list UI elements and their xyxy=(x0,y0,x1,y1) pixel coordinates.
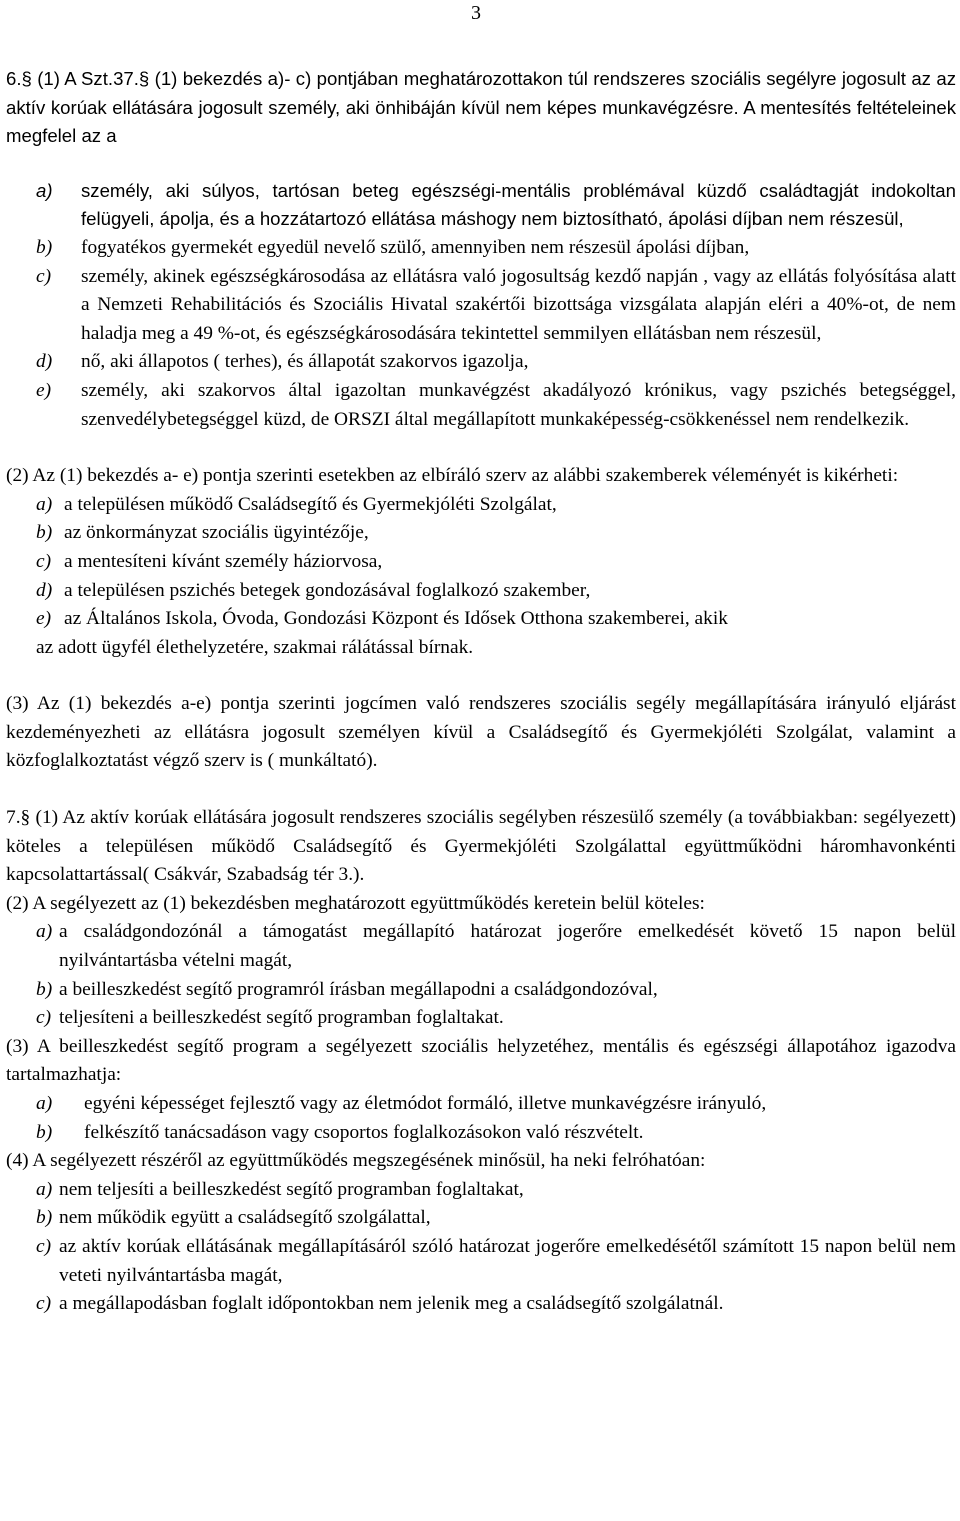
section-6-paragraph-2: (2) Az (1) bekezdés a- e) pontja szerinti esetekben az elbíráló szerv az alábbi szakemberek véleményét is kikérheti: xyxy=(6,465,899,487)
section-7-paragraph-3-list xyxy=(6,1090,956,1147)
section-6-intro: 6.§ (1) A Szt.37.§ (1) bekezdés a)- c) pontjában meghatározottakon túl rendszeres szociális segélyre jogosult az az aktív korúak ellátására jogosult személy, aki önhibáján kívül nem képes munkavégzésre. A mentesítés feltételeinek megfelel az a xyxy=(6,68,956,147)
list-text: személy, akinek egészségkárosodása az ellátásra való jogosultság kezdő napján , vagy az ellátás folyósítása alatt a Nemzeti Rehabilitációs és Szociális Hivatal szakértői bizottsága vizsgálata alapján eléri a 40%-ot, de nem haladja meg a 49 %-ot, és egészségkárosodására tekintettel semmilyen ellátásban nem részesül, xyxy=(81,265,956,344)
list-item xyxy=(6,1004,956,1033)
list-text: a megállapodásban foglalt időpontokban nem jelenik meg a családsegítő szolgálatnál. xyxy=(59,1293,724,1315)
list-label: c) xyxy=(36,1293,52,1315)
list-label: b) xyxy=(36,1121,53,1143)
list-label: c) xyxy=(36,265,52,287)
list-label: d) xyxy=(36,579,53,601)
list-item xyxy=(6,348,956,377)
list-label: e) xyxy=(36,379,52,401)
list-text: nem működik együtt a családsegítő szolgálattal, xyxy=(59,1207,431,1229)
section-6-paragraph-3: (3) Az (1) bekezdés a-e) pontja szerinti jogcímen való rendszeres szociális segély megállapítására irányuló eljárást kezdeményezheti az ellátásra jogosult személyen kívül a Családsegítő és Gyermekjóléti Szolgálat, valamint a közfoglalkoztatást végző szerv is ( munkáltató). xyxy=(6,693,956,772)
list-item xyxy=(6,1176,956,1205)
list-text: a településen pszichés betegek gondozásával foglalkozó szakember, xyxy=(64,579,591,601)
list-item xyxy=(6,177,956,234)
list-continuation: az adott ügyfél élethelyzetére, szakmai rálátással bírnak. xyxy=(36,636,474,658)
page-number: 3 xyxy=(471,2,481,24)
list-label: a) xyxy=(36,921,53,943)
list-item xyxy=(6,1233,956,1290)
list-item xyxy=(6,1090,956,1119)
list-text: a családgondozónál a támogatást megállapító határozat jogerőre emelkedését követő 15 napon belül nyilvántartásba vételni magát, xyxy=(59,921,956,972)
list-text: az önkormányzat szociális ügyintézője, xyxy=(64,522,369,544)
list-item xyxy=(6,234,956,263)
list-item xyxy=(6,1204,956,1233)
list-item xyxy=(6,918,956,975)
list-label: e) xyxy=(36,608,52,630)
list-item xyxy=(6,577,956,606)
list-text: felkészítő tanácsadáson vagy csoportos foglalkozásokon való részvételt. xyxy=(84,1121,644,1143)
section-6-paragraph-2-list xyxy=(6,491,956,663)
list-item xyxy=(6,491,956,520)
section-7-intro: 7.§ (1) Az aktív korúak ellátására jogosult rendszeres szociális segélyben részesülő személy (a továbbiakban: segélyezett) köteles a településen működő Családsegítő és Gyermekjóléti Szolgálattal együttműködni háromhavonkénti kapcsolattartással( Csákvár, Szabadság tér 3.). xyxy=(6,807,956,886)
list-label: d) xyxy=(36,351,53,373)
section-7-paragraph-2: (2) A segélyezett az (1) bekezdésben meghatározott együttműködés keretein belül köteles: xyxy=(6,892,705,914)
list-text: az aktív korúak ellátásának megállapításáról szóló határozat jogerőre emelkedésétől számított 15 napon belül nem veteti nyilvántartásba magát, xyxy=(59,1235,956,1286)
list-text: a településen működő Családsegítő és Gyermekjóléti Szolgálat, xyxy=(64,493,557,515)
list-item xyxy=(6,1290,956,1319)
list-text: személy, aki súlyos, tartósan beteg egészségi-mentális problémával küzdő családtagját indokoltan felügyeli, ápolja, és a hozzátartozó ellátása máshogy nem biztosítható, ápolási díjban nem részesül, xyxy=(81,179,956,230)
list-item xyxy=(6,1119,956,1148)
section-7-paragraph-4: (4) A segélyezett részéről az együttműködés megszegésének minősül, ha neki felróhatóan: xyxy=(6,1150,706,1172)
list-text: a beilleszkedést segítő programról írásban megállapodni a családgondozóval, xyxy=(59,978,658,1000)
list-text: egyéni képességet fejlesztő vagy az életmódot formáló, illetve munkavégzésre irányuló, xyxy=(84,1093,767,1114)
section-6-list xyxy=(6,177,956,434)
list-item xyxy=(6,605,956,634)
list-item xyxy=(6,377,956,434)
list-text: fogyatékos gyermekét egyedül nevelő szülő, amennyiben nem részesül ápolási díjban, xyxy=(81,236,750,258)
list-label: c) xyxy=(36,1235,52,1257)
list-text: a mentesíteni kívánt személy háziorvosa, xyxy=(64,550,383,572)
list-text: nem teljesíti a beilleszkedést segítő programban foglaltakat, xyxy=(59,1178,524,1200)
list-text: teljesíteni a beilleszkedést segítő programban foglaltakat. xyxy=(59,1007,504,1029)
list-label: c) xyxy=(36,1007,52,1029)
list-label: a) xyxy=(36,1178,53,1200)
list-label: a) xyxy=(36,1093,53,1114)
list-label: b) xyxy=(36,978,53,1000)
list-label: a) xyxy=(36,493,53,515)
document-body xyxy=(6,65,956,1319)
list-item xyxy=(6,263,956,349)
list-label: b) xyxy=(36,522,53,544)
list-text: személy, aki szakorvos által igazoltan munkavégzést akadályozó krónikus, vagy pszichés betegséggel, szenvedélybetegséggel küzd, de ORSZI által megállapított munkaképesség-csökkenéssel nem rendelkezik. xyxy=(81,379,956,430)
list-label: c) xyxy=(36,550,52,572)
list-label: a) xyxy=(36,179,53,201)
list-item xyxy=(6,976,956,1005)
list-label: b) xyxy=(36,236,53,258)
list-text: nő, aki állapotos ( terhes), és állapotát szakorvos igazolja, xyxy=(81,351,529,373)
section-7-paragraph-3: (3) A beilleszkedést segítő program a segélyezett szociális helyzetéhez, mentális és egészségi állapotához igazodva tartalmazhatja: xyxy=(6,1035,956,1086)
list-item xyxy=(6,519,956,548)
list-text: az Általános Iskola, Óvoda, Gondozási Központ és Idősek Otthona szakemberei, akik xyxy=(64,608,728,630)
list-label: b) xyxy=(36,1207,53,1229)
section-7-paragraph-4-list xyxy=(6,1176,956,1319)
list-item xyxy=(6,548,956,577)
section-7-paragraph-2-list xyxy=(6,918,956,1032)
